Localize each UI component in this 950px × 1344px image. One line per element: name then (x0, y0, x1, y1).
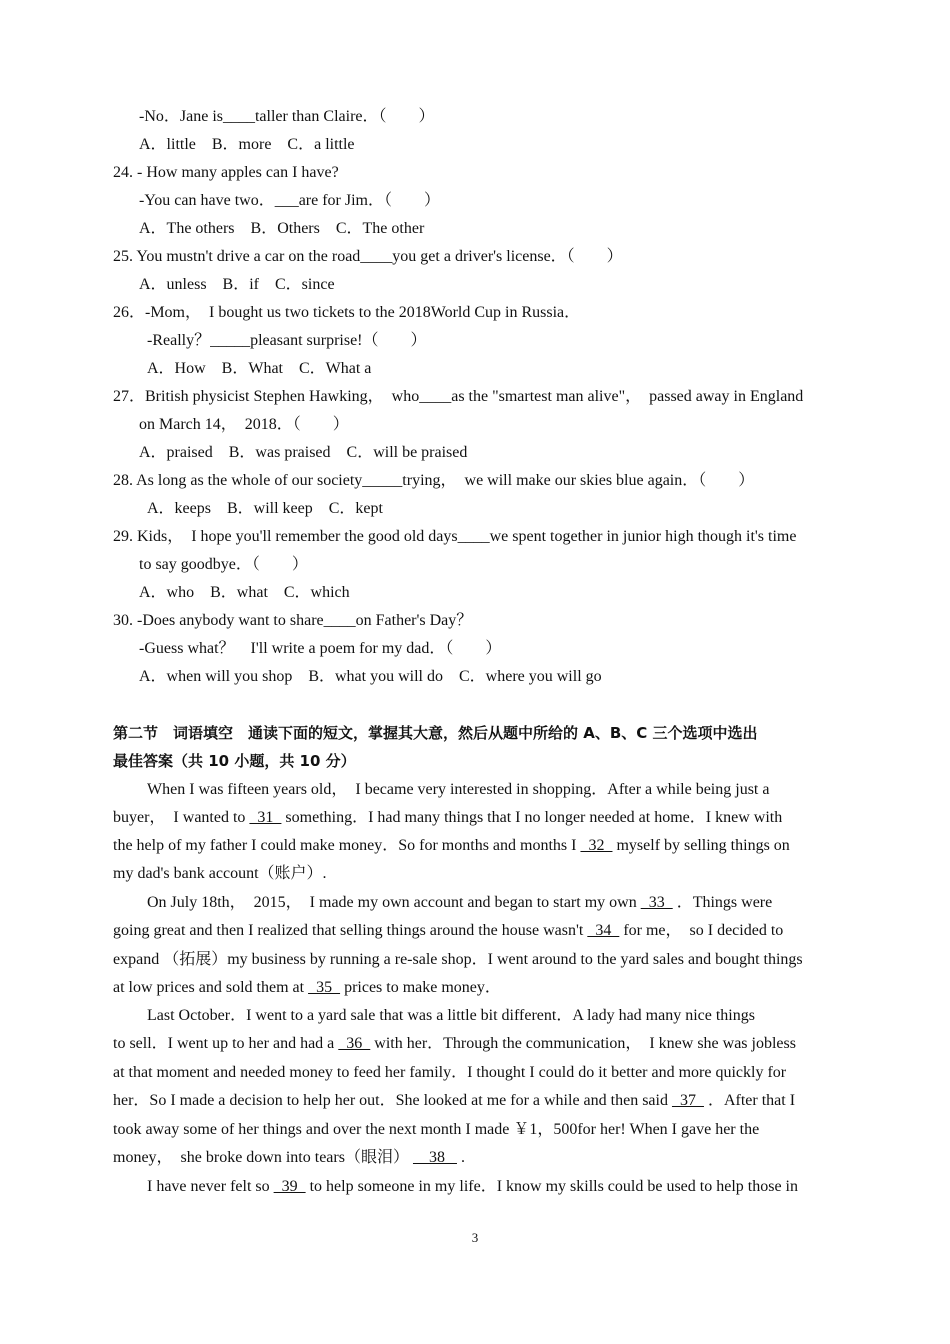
passage-line: took away some of her things and over the next month I made ￥1，500for her! When I gave her the (113, 1121, 760, 1138)
blank-39: 39 (273, 1178, 306, 1195)
question-25-options: A．unless B．if C．since (139, 276, 335, 293)
passage-line: On July 18th， 2015， I made my own account and began to start my own 33 ．Things were (147, 894, 773, 911)
question-28: 28. As long as the whole of our society_____trying， we will make our skies blue again．（ ） (113, 472, 755, 489)
question-29-continued: to say goodbye．（ ） (139, 556, 308, 573)
page-number: 3 (471, 1230, 479, 1245)
blank-37: 37 (671, 1092, 704, 1109)
question-30: 30. -Does anybody want to share____on Father's Day？ (113, 612, 473, 629)
question-28-options: A．keeps B．will keep C．kept (147, 500, 383, 517)
question-23-answer-line: -No．Jane is____taller than Claire．（ ） (139, 108, 435, 125)
question-29: 29. Kids， I hope you'll remember the good old days____we spent together in junior high though it's time (113, 528, 797, 545)
question-27: 27．British physicist Stephen Hawking， who____as the "smartest man alive"， passed away in England (113, 388, 804, 405)
passage-line: going great and then I realized that selling things around the house wasn't 34 for me， so I decided to (113, 922, 784, 939)
passage-line: to sell．I went up to her and had a 36 with her．Through the communication， I knew she was jobless (113, 1035, 796, 1052)
question-24: 24. - How many apples can I have? (113, 164, 339, 181)
blank-34: 34 (587, 922, 620, 939)
passage-line: her．So I made a decision to help her out．She looked at me for a while and then said 37 ．After that I (113, 1092, 796, 1109)
blank-38: 38 (412, 1149, 457, 1166)
question-30-answer-line: -Guess what？ I'll write a poem for my dad．（ ） (139, 640, 502, 657)
passage-line: I have never felt so 39 to help someone in my life．I know my skills could be used to help those in (147, 1178, 798, 1195)
blank-36: 36 (338, 1035, 371, 1052)
section-heading-continued: 最佳答案（共 10 小题，共 10 分） (113, 752, 356, 770)
question-29-options: A．who B．what C．which (139, 584, 350, 601)
passage-line: my dad's bank account（账户）. (113, 865, 327, 882)
passage-line: Last October．I went to a yard sale that was a little bit different．A lady had many nice things (147, 1007, 755, 1024)
question-26: 26．-Mom， I bought us two tickets to the 2018World Cup in Russia． (113, 304, 581, 321)
blank-32: 32 (580, 837, 613, 854)
question-26-answer-line: -Really？_____pleasant surprise!（ ） (147, 332, 427, 349)
passage-line: When I was fifteen years old， I became very interested in shopping．After a while being just a (147, 781, 770, 798)
passage-line: the help of my father I could make money．So for months and months I 32 myself by selling things on (113, 837, 790, 854)
section-heading: 第二节 词语填空 通读下面的短文，掌握其大意，然后从题中所给的 A、B、C 三个选项中选出 (113, 724, 758, 742)
passage-line: buyer， I wanted to 31 something．I had many things that I no longer needed at home．I knew with (113, 809, 783, 826)
blank-31: 31 (249, 809, 282, 826)
passage-line: expand （拓展）my business by running a re-sale shop．I went around to the yard sales and bought things (113, 951, 803, 968)
blank-33: 33 (640, 894, 673, 911)
question-30-options: A．when will you shop B．what you will do C．where you will go (139, 668, 602, 685)
question-26-options: A．How B．What C．What a (147, 360, 372, 377)
question-27-options: A．praised B．was praised C．will be praised (139, 444, 468, 461)
question-23-options: A．little B．more C．a little (139, 136, 355, 153)
passage-line: at low prices and sold them at 35 prices to make money． (113, 979, 501, 996)
passage-line: at that moment and needed money to feed her family．I thought I could do it better and more quickly for (113, 1064, 787, 1081)
question-24-options: A．The others B．Others C．The other (139, 220, 425, 237)
question-24-answer-line: -You can have two．___are for Jim．（ ） (139, 192, 440, 209)
question-27-continued: on March 14， 2018．（ ） (139, 416, 349, 433)
question-25: 25. You mustn't drive a car on the road____you get a driver's license．（ ） (113, 248, 623, 265)
blank-35: 35 (308, 979, 341, 996)
passage-line: money， she broke down into tears（眼泪） 38 . (113, 1149, 465, 1166)
